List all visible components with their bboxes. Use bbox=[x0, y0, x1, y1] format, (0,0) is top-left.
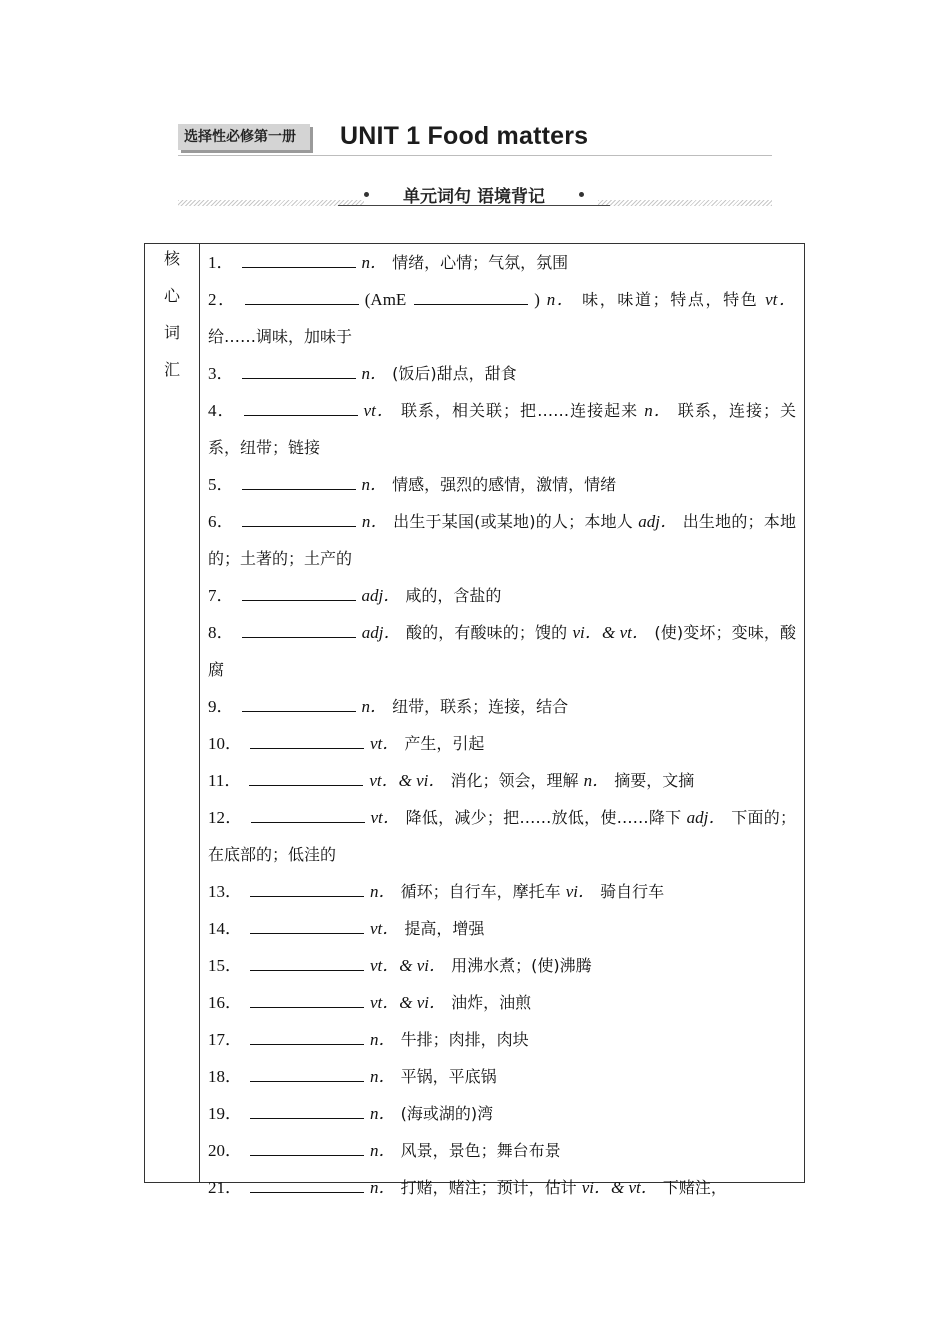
definition-secondary: 摘要，文摘 bbox=[614, 771, 695, 790]
vocab-entry bbox=[208, 873, 796, 910]
entry-number: 21． bbox=[208, 1178, 242, 1197]
part-of-speech: vt．& vi． bbox=[370, 993, 447, 1012]
part-of-speech: n． bbox=[370, 1178, 396, 1197]
definition: 风景，景色；舞台布景 bbox=[400, 1141, 561, 1160]
answer-blank[interactable] bbox=[250, 916, 364, 934]
part-of-speech: n． bbox=[361, 512, 388, 531]
entry-number: 3． bbox=[208, 364, 234, 383]
hatch-decoration-right bbox=[598, 200, 772, 206]
entry-number: 16． bbox=[208, 993, 242, 1012]
definition: (海或湖的)湾 bbox=[400, 1104, 494, 1123]
definition: 酸的，有酸味的；馊的 bbox=[405, 623, 568, 642]
vocab-entry bbox=[208, 910, 796, 947]
definition-secondary: 出生地的；本地的；土著的；土产的 bbox=[208, 512, 796, 568]
part-of-speech: vt．& vi． bbox=[370, 956, 447, 975]
entry-number: 7． bbox=[208, 586, 234, 605]
vocab-entry bbox=[208, 1095, 796, 1132]
answer-blank[interactable] bbox=[242, 694, 356, 712]
part-of-speech: n． bbox=[546, 290, 576, 309]
entry-number: 1． bbox=[208, 253, 234, 272]
part-of-speech-secondary: vt． bbox=[765, 290, 797, 309]
part-of-speech: vt． bbox=[370, 808, 401, 827]
part-of-speech-secondary: n． bbox=[583, 771, 610, 790]
part-of-speech: n． bbox=[361, 364, 387, 383]
ame-variant-prefix: (AmE bbox=[364, 290, 407, 309]
vocab-entry bbox=[208, 1132, 796, 1169]
answer-blank[interactable] bbox=[249, 768, 363, 786]
part-of-speech-secondary: vi． bbox=[565, 882, 595, 901]
answer-blank[interactable] bbox=[250, 1101, 364, 1119]
definition: 牛排；肉排，肉块 bbox=[400, 1030, 529, 1049]
definition: 纽带，联系；连接，结合 bbox=[392, 697, 569, 716]
vocab-entry bbox=[208, 577, 796, 614]
part-of-speech: n． bbox=[370, 1104, 396, 1123]
answer-blank[interactable] bbox=[250, 1064, 364, 1082]
vocab-entry bbox=[208, 392, 796, 466]
entry-number: 4． bbox=[208, 401, 236, 420]
entry-number: 10． bbox=[208, 734, 242, 753]
vocab-entry bbox=[208, 762, 796, 799]
answer-blank-ame[interactable] bbox=[414, 287, 528, 305]
side-label-char: 心 bbox=[163, 286, 180, 305]
definition: 循环；自行车，摩托车 bbox=[400, 882, 561, 901]
answer-blank[interactable] bbox=[242, 472, 356, 490]
definition: 味，味道；特点，特色 bbox=[582, 290, 759, 309]
entry-number: 11． bbox=[208, 771, 242, 790]
answer-blank[interactable] bbox=[242, 620, 356, 638]
part-of-speech: n． bbox=[370, 1030, 396, 1049]
side-label-column bbox=[145, 244, 200, 1182]
definition: 情绪，心情；气氛，氛围 bbox=[392, 253, 569, 272]
part-of-speech: vt． bbox=[370, 734, 400, 753]
vocab-entry bbox=[208, 355, 796, 392]
vocab-entry bbox=[208, 1021, 796, 1058]
side-label-char: 词 bbox=[163, 323, 180, 342]
definition: 油炸，油煎 bbox=[451, 993, 532, 1012]
vocab-entry bbox=[208, 244, 796, 281]
answer-blank[interactable] bbox=[250, 1175, 364, 1193]
vocabulary-table bbox=[144, 243, 805, 1197]
definition: 降低，减少；把……放低，使……降下 bbox=[405, 808, 682, 827]
part-of-speech: n． bbox=[370, 882, 396, 901]
entry-number: 20． bbox=[208, 1141, 242, 1160]
section-ribbon bbox=[338, 184, 610, 206]
section-banner bbox=[178, 182, 772, 210]
part-of-speech: vt． bbox=[363, 401, 395, 420]
entry-list bbox=[208, 244, 796, 1206]
part-of-speech-secondary: vi．& vt． bbox=[581, 1178, 658, 1197]
vocab-entry bbox=[208, 725, 796, 762]
entry-number: 19． bbox=[208, 1104, 242, 1123]
vocab-entry bbox=[208, 503, 796, 577]
entry-number: 9． bbox=[208, 697, 234, 716]
definition: 产生，引起 bbox=[404, 734, 485, 753]
unit-title: UNIT 1 Food matters bbox=[340, 122, 589, 150]
entry-number: 2． bbox=[208, 290, 237, 309]
entry-number: 6． bbox=[208, 512, 234, 531]
vocab-entry bbox=[208, 688, 796, 725]
definition: 出生于某国(或某地)的人；本地人 bbox=[393, 512, 633, 531]
part-of-speech: n． bbox=[361, 697, 387, 716]
definition: 咸的，含盐的 bbox=[405, 586, 502, 605]
definition: 平锅，平底锅 bbox=[400, 1067, 497, 1086]
section-title: 单元词句 语境背记 bbox=[403, 187, 545, 207]
part-of-speech: n． bbox=[370, 1141, 396, 1160]
part-of-speech: vt．& vi． bbox=[369, 771, 446, 790]
part-of-speech-secondary: n． bbox=[644, 401, 672, 420]
definition-secondary: (使)变坏；变味，酸腐 bbox=[208, 623, 796, 679]
vocab-entry bbox=[208, 947, 796, 984]
answer-blank[interactable] bbox=[250, 990, 364, 1008]
vocab-entry bbox=[208, 281, 796, 355]
part-of-speech-secondary: adj． bbox=[638, 512, 678, 531]
definition-secondary: 联系，连接；关系，纽带；链接 bbox=[208, 401, 796, 457]
definition: 消化；领会，理解 bbox=[450, 771, 579, 790]
page-header bbox=[178, 120, 772, 160]
part-of-speech: adj． bbox=[361, 586, 401, 605]
vocab-entry bbox=[208, 466, 796, 503]
answer-blank[interactable] bbox=[242, 583, 356, 601]
answer-blank[interactable] bbox=[250, 953, 364, 971]
definition: (饭后)甜点，甜食 bbox=[392, 364, 517, 383]
vocab-entry bbox=[208, 799, 796, 873]
part-of-speech-secondary: adj． bbox=[686, 808, 726, 827]
vocab-entry bbox=[208, 614, 796, 688]
side-label-char: 核 bbox=[163, 249, 180, 268]
part-of-speech: adj． bbox=[361, 623, 401, 642]
definition: 打赌，赌注；预计，估计 bbox=[400, 1178, 577, 1197]
answer-blank[interactable] bbox=[244, 398, 358, 416]
vocab-entry bbox=[208, 984, 796, 1021]
definition: 用沸水煮；(使)沸腾 bbox=[451, 956, 592, 975]
part-of-speech-secondary: vi．& vt． bbox=[572, 623, 650, 642]
vocab-entry bbox=[208, 1169, 796, 1206]
side-label-char: 汇 bbox=[163, 360, 180, 379]
entry-number: 18． bbox=[208, 1067, 242, 1086]
header-rule bbox=[178, 155, 772, 156]
entry-number: 12． bbox=[208, 808, 243, 827]
part-of-speech: n． bbox=[370, 1067, 396, 1086]
definition-secondary: 下赌注， bbox=[662, 1178, 727, 1197]
answer-blank[interactable] bbox=[250, 1027, 364, 1045]
answer-blank[interactable] bbox=[242, 250, 356, 268]
definition: 提高，增强 bbox=[404, 919, 485, 938]
answer-blank[interactable] bbox=[250, 879, 364, 897]
entry-number: 14． bbox=[208, 919, 242, 938]
answer-blank[interactable] bbox=[245, 287, 359, 305]
answer-blank[interactable] bbox=[251, 805, 365, 823]
definition: 情感，强烈的感情，激情，情绪 bbox=[392, 475, 617, 494]
answer-blank[interactable] bbox=[242, 361, 356, 379]
entry-number: 5． bbox=[208, 475, 234, 494]
book-volume-tag: 选择性必修第一册 bbox=[178, 124, 310, 150]
hatch-decoration-left bbox=[178, 200, 364, 206]
definition-secondary: 给……调味，加味于 bbox=[208, 327, 353, 346]
answer-blank[interactable] bbox=[242, 509, 356, 527]
ame-variant-suffix: ) bbox=[534, 290, 540, 309]
part-of-speech: vt． bbox=[370, 919, 400, 938]
vocab-entry bbox=[208, 1058, 796, 1095]
definition: 联系，相关联；把……连接起来 bbox=[400, 401, 639, 420]
part-of-speech: n． bbox=[361, 253, 387, 272]
answer-blank[interactable] bbox=[250, 731, 364, 749]
entry-number: 13． bbox=[208, 882, 242, 901]
entry-number: 8． bbox=[208, 623, 234, 642]
answer-blank[interactable] bbox=[250, 1138, 364, 1156]
definition-secondary: 骑自行车 bbox=[600, 882, 665, 901]
entry-number: 15． bbox=[208, 956, 242, 975]
part-of-speech: n． bbox=[361, 475, 387, 494]
definition-secondary: 下面的；在底部的；低洼的 bbox=[208, 808, 796, 864]
entry-number: 17． bbox=[208, 1030, 242, 1049]
